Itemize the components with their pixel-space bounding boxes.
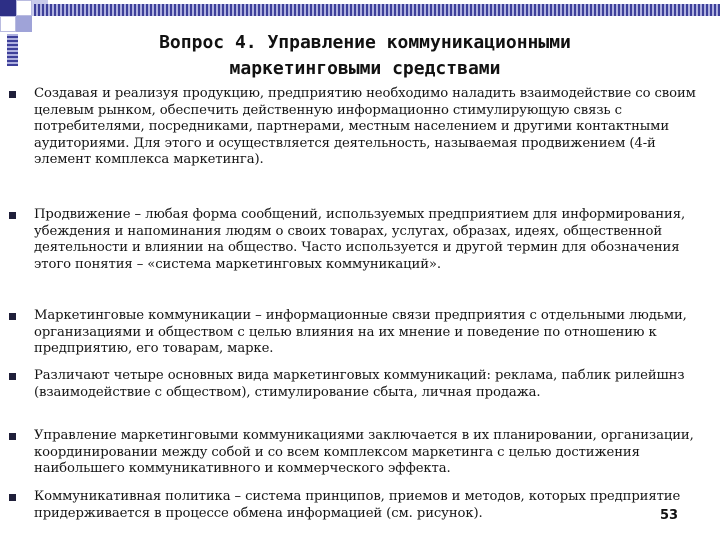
- corner-square-outline: [16, 0, 32, 16]
- bullet-text: Создавая и реализуя продукцию, предприятию необходимо наладить взаимодействие со своим целевым рынком, обеспечить действенную информационно стимулирующую связь с потребителями, посредниками, партнерами, местным населением и другими контактными аудиториями. Для этого и осуществляется деятельность, называемая продвижением (4-й элемент комплекса маркетинга).: [34, 86, 696, 168]
- bullet-text: Различают четыре основных вида маркетинговых коммуникаций: реклама, паблик рилейшнз (взаимодействие с обществом), стимулирование сбыта, личная продажа.: [34, 368, 685, 400]
- top-decorative-bar: [34, 4, 720, 16]
- bullet-text: Маркетинговые коммуникации – информационные связи предприятия с отдельными людьми, организациями и обществом с целью влияния на их мнение и поведение по отношению к предприятию, его товарам, марке.: [34, 308, 687, 357]
- square-bullet-icon: [9, 91, 16, 98]
- square-bullet-icon: [9, 313, 16, 320]
- square-bullet-icon: [9, 433, 16, 440]
- square-bullet-icon: [9, 212, 16, 219]
- page-number: 53: [660, 508, 679, 523]
- bullet-text: Управление маркетинговыми коммуникациями заключается в их планировании, организации, координировании между собой и со всем комплексом маркетинга с целью достижения наибольшего коммуникативного и коммерческого эффекта.: [34, 428, 694, 477]
- bullet-text: Продвижение – любая форма сообщений, используемых предприятием для информирования, убеждения и напоминания людям о своих товарах, услугах, образах, идеях, общественной деятельности и влиянии на общество. Часто используется и другой термин для обозначения этого понятия – «система маркетинговых коммуникаций».: [34, 207, 686, 272]
- corner-square-dark: [0, 0, 16, 16]
- bullet-text: Коммуникативная политика – система принципов, приемов и методов, которых предприятие придерживается в процессе обмена информацией (см. рисунок).: [34, 489, 681, 521]
- slide-title: [40, 30, 690, 82]
- square-bullet-icon: [9, 494, 16, 501]
- slide-title-line-2: маркетинговыми средствами: [229, 58, 501, 79]
- left-decorative-bar: [7, 34, 18, 66]
- corner-square-outline: [0, 16, 16, 32]
- square-bullet-icon: [9, 373, 16, 380]
- slide-title-line-1: Вопрос 4. Управление коммуникационными: [159, 32, 571, 53]
- corner-square-light: [16, 16, 32, 32]
